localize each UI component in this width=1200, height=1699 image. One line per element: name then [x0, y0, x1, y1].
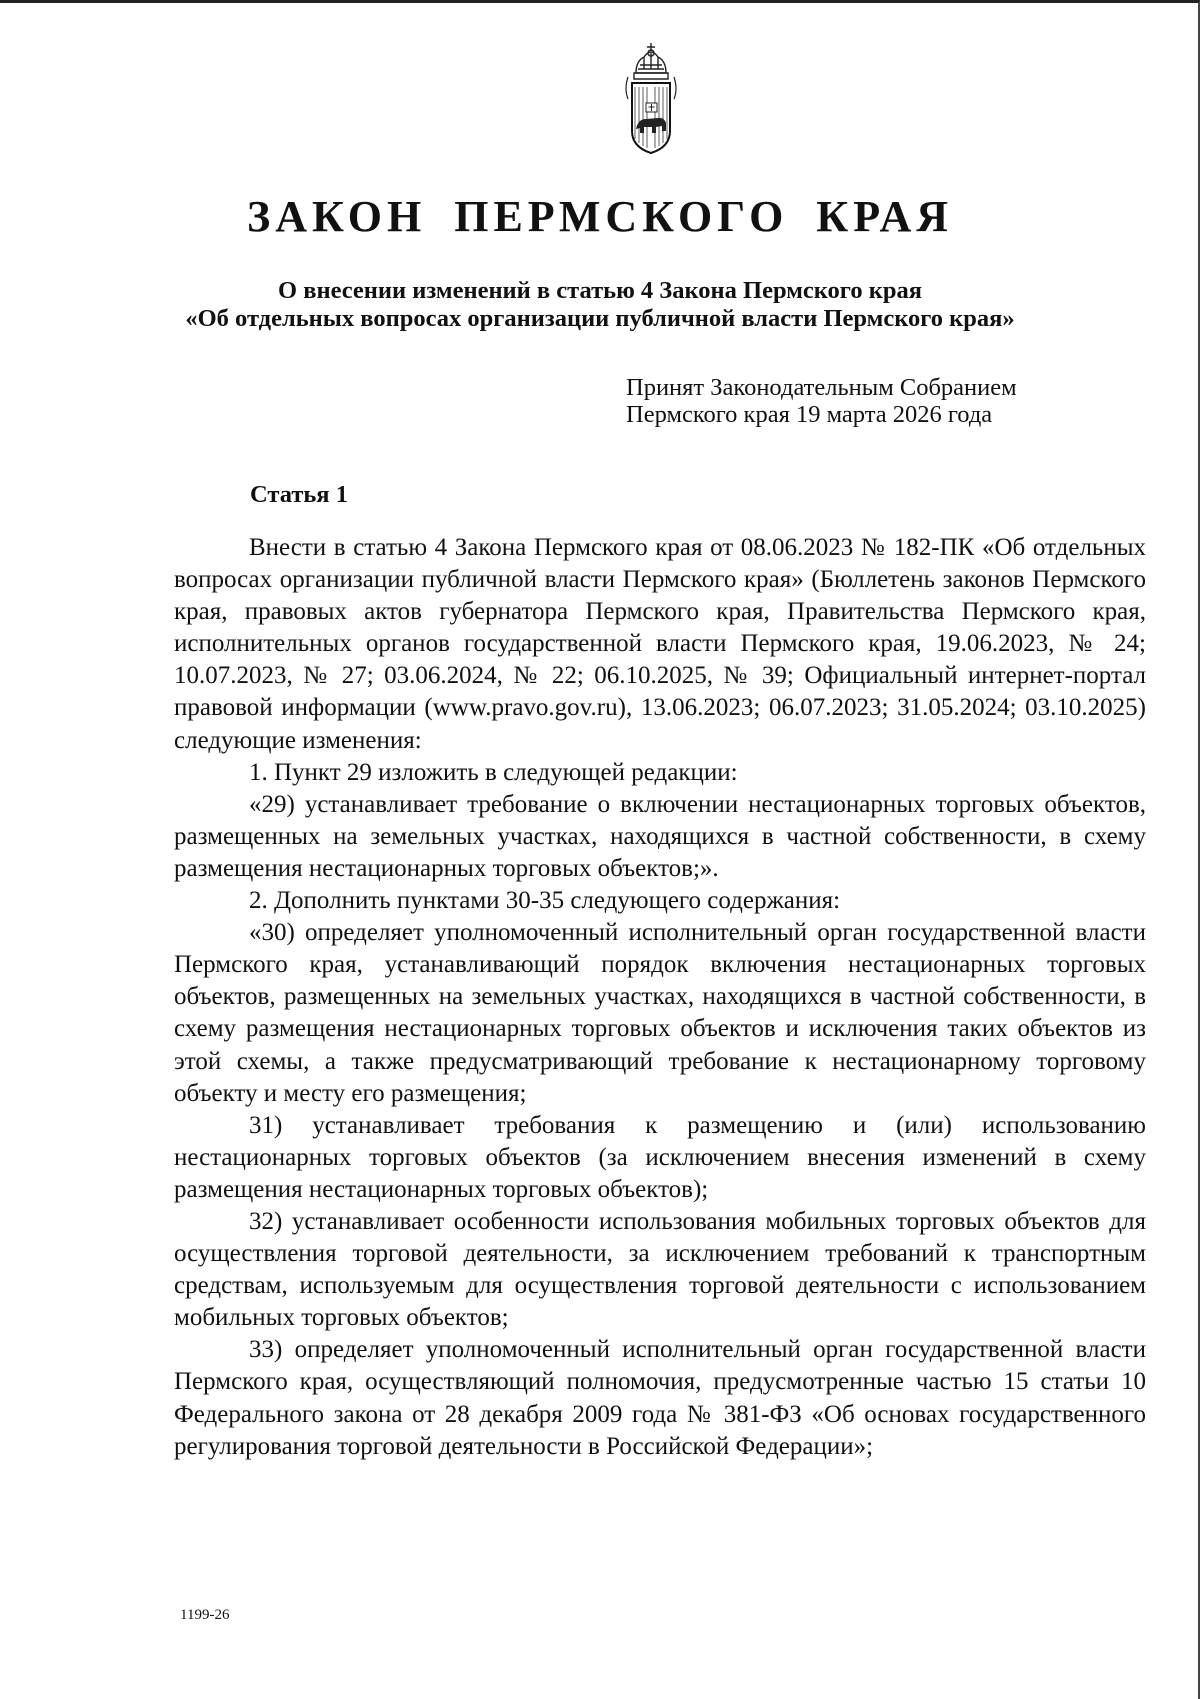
article-body: [174, 532, 1146, 1463]
article-paragraph: «29) устанавливает требование о включении нестационарных торговых объектов, размещенных на земельных участках, находящихся в частной собственности, в схему размещения нестационарных торговых объектов;».: [174, 790, 1146, 882]
article-paragraph: «30) определяет уполномоченный исполнительный орган государственной власти Пермского края, устанавливающий порядок включения нестационарных торговых объектов, размещенных на земельных участках, находящихся в частной собственности, в схему размещения нестационарных торговых объектов и исключения таких объектов из этой схемы, а также предусматривающий требование к нестационарному торговому объекту и месту его размещения;: [174, 919, 1146, 1107]
article-heading: Статья 1: [250, 481, 348, 508]
law-subtitle: [150, 277, 1050, 333]
adoption-note-line-1: Принят Законодательным Собранием: [626, 374, 1017, 401]
document-code: 1199-26: [180, 1607, 230, 1623]
article-paragraph: 32) устанавливает особенности использования мобильных торговых объектов для осуществления торговой деятельности, за исключением требований к транспортным средствам, используемым для осуществления торговой деятельности с использованием мобильных торговых объектов;: [174, 1207, 1146, 1332]
article-paragraph: 2. Дополнить пунктами 30-35 следующего содержания:: [249, 887, 841, 915]
article-paragraph: 31) устанавливает требования к размещению и (или) использованию нестационарных торговых объектов (за исключением внесения изменений в схему размещения нестационарных торговых объектов);: [174, 1111, 1146, 1203]
article-paragraph: Внести в статью 4 Закона Пермского края от 08.06.2023 № 182-ПК «Об отдельных вопросах организации публичной власти Пермского края» (Бюллетень законов Пермского края, правовых актов губернатора Пермского края, Правительства Пермского края, исполнительных органов государственной власти Пермского края, 19.06.2023, № 24; 10.07.2023, № 27; 03.06.2024, № 22; 06.10.2025, № 39; Официальный интернет-портал правовой информации (www.pravo.gov.ru), 13.06.2023; 06.07.2023; 31.05.2024; 03.10.2025) следующие изменения:: [174, 534, 1146, 754]
perm-krai-coat-of-arms-icon: [622, 39, 680, 155]
adoption-note-line-2: Пермского края 19 марта 2026 года: [626, 401, 993, 428]
article-paragraph: 33) определяет уполномоченный исполнительный орган государственной власти Пермского края, осуществляющий полномочия, предусмотренные частью 15 статьи 10 Федерального закона от 28 декабря 2009 года № 381-ФЗ «Об основах государственного регулирования торговой деятельности в Российской Федерации»;: [174, 1336, 1146, 1460]
law-title: ЗАКОН ПЕРМСКОГО КРАЯ: [246, 192, 954, 241]
adoption-note: [626, 374, 1017, 428]
article-paragraph: 1. Пункт 29 изложить в следующей редакции:: [249, 758, 738, 786]
subtitle-line-2: «Об отдельных вопросах организации публичной власти Пермского края»: [185, 305, 1015, 332]
subtitle-line-1: О внесении изменений в статью 4 Закона Пермского края: [278, 277, 922, 304]
